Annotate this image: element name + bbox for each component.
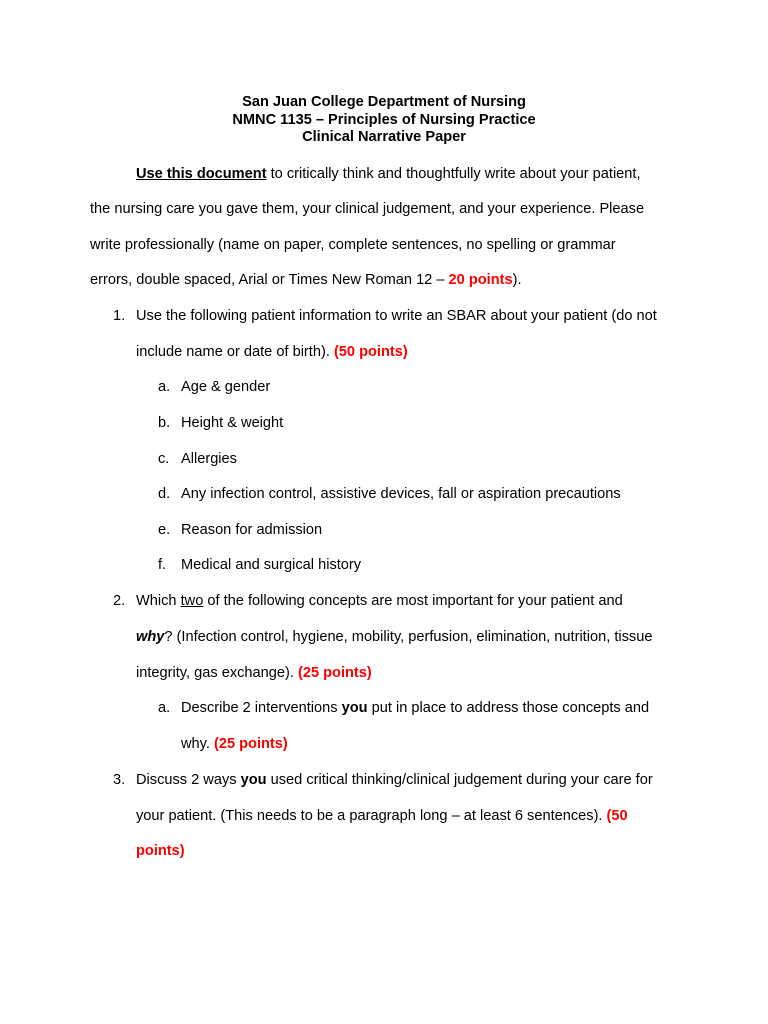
item-3-line-1-text: Discuss 2 ways: [136, 772, 241, 788]
document-header: [0, 94, 768, 147]
intro-line-1-text: to critically think and thoughtfully write about your patient,: [266, 166, 641, 182]
item-1-points: (50 points): [333, 344, 408, 360]
item-1-line-2-text: include name or date of birth).: [136, 344, 334, 360]
item-2-line-2-text: ? (Infection control, hygiene, mobility, perfusion, elimination, nutrition, tissue: [164, 629, 653, 645]
intro-points: 20 points: [448, 272, 513, 288]
item-2-line-1-text: Which: [136, 593, 181, 609]
item-2-line-1-end: of the following concepts are most important for your patient and: [203, 593, 623, 609]
item-3-marker: 3.: [113, 772, 126, 788]
item-3-line-3: [136, 842, 185, 860]
item-2-why: why: [136, 629, 165, 645]
item-1-line-1: Use the following patient information to write an SBAR about your patient (do not: [136, 308, 657, 324]
item-3-points: (50: [606, 808, 628, 824]
intro-line-4-end: ).: [512, 272, 522, 288]
subitem-marker: c.: [158, 451, 170, 467]
intro-line-4-text: errors, double spaced, Arial or Times New Roman 12 –: [90, 272, 449, 288]
subitem-marker: a.: [158, 700, 171, 716]
subitem-reason-admission: Reason for admission: [181, 522, 323, 538]
intro-line-1: [136, 165, 641, 183]
item-2-sub-points: (25 points): [213, 736, 288, 752]
intro-line-3: write professionally (name on paper, complete sentences, no spelling or grammar: [90, 237, 616, 253]
subitem-precautions: Any infection control, assistive devices, fall or aspiration precautions: [181, 486, 621, 502]
intro-lead: Use this document: [136, 166, 267, 182]
item-2-sub-you: you: [341, 700, 368, 716]
item-3-line-2: [136, 807, 628, 825]
intro-line-2: the nursing care you gave them, your clinical judgement, and your experience. Please: [90, 201, 645, 217]
item-3-points-end: points): [136, 843, 185, 859]
item-2-sub-why: why.: [181, 736, 214, 752]
item-2-line-1: [136, 592, 623, 610]
item-3-line-1-end: used critical thinking/clinical judgement during your care for: [266, 772, 653, 788]
item-1-marker: 1.: [113, 308, 126, 324]
subitem-allergies: Allergies: [181, 451, 237, 467]
subitem-marker: a.: [158, 379, 171, 395]
subitem-marker: d.: [158, 486, 171, 502]
item-2-line-2: [136, 628, 652, 646]
item-2-sub-text: Describe 2 interventions: [181, 700, 342, 716]
subitem-marker: f.: [158, 557, 167, 573]
item-1-line-2: [136, 343, 408, 361]
item-2-points: (25 points): [297, 665, 372, 681]
item-3-you: you: [240, 772, 267, 788]
intro-line-4: [90, 271, 522, 289]
paper-title: Clinical Narrative Paper: [302, 129, 466, 145]
item-2-line-3-text: integrity, gas exchange).: [136, 665, 298, 681]
item-3-line-2-text: your patient. (This needs to be a paragraph long – at least 6 sentences).: [136, 808, 607, 824]
item-3-line-1: [136, 771, 653, 789]
subitem-marker: e.: [158, 522, 171, 538]
college-title: San Juan College Department of Nursing: [242, 94, 526, 110]
subitem-history: Medical and surgical history: [181, 557, 362, 573]
subitem-marker: b.: [158, 415, 171, 431]
item-2-sub-line-2: [181, 735, 288, 753]
subitem-height-weight: Height & weight: [181, 415, 284, 431]
item-2-sub-line-1: [181, 699, 649, 717]
item-2-line-3: [136, 664, 372, 682]
course-title: NMNC 1135 – Principles of Nursing Practice: [232, 111, 536, 128]
item-2-sub-text-end: put in place to address those concepts and: [367, 700, 650, 716]
item-2-marker: 2.: [113, 593, 126, 609]
item-2-underlined: two: [180, 593, 204, 609]
subitem-age-gender: Age & gender: [181, 379, 271, 395]
